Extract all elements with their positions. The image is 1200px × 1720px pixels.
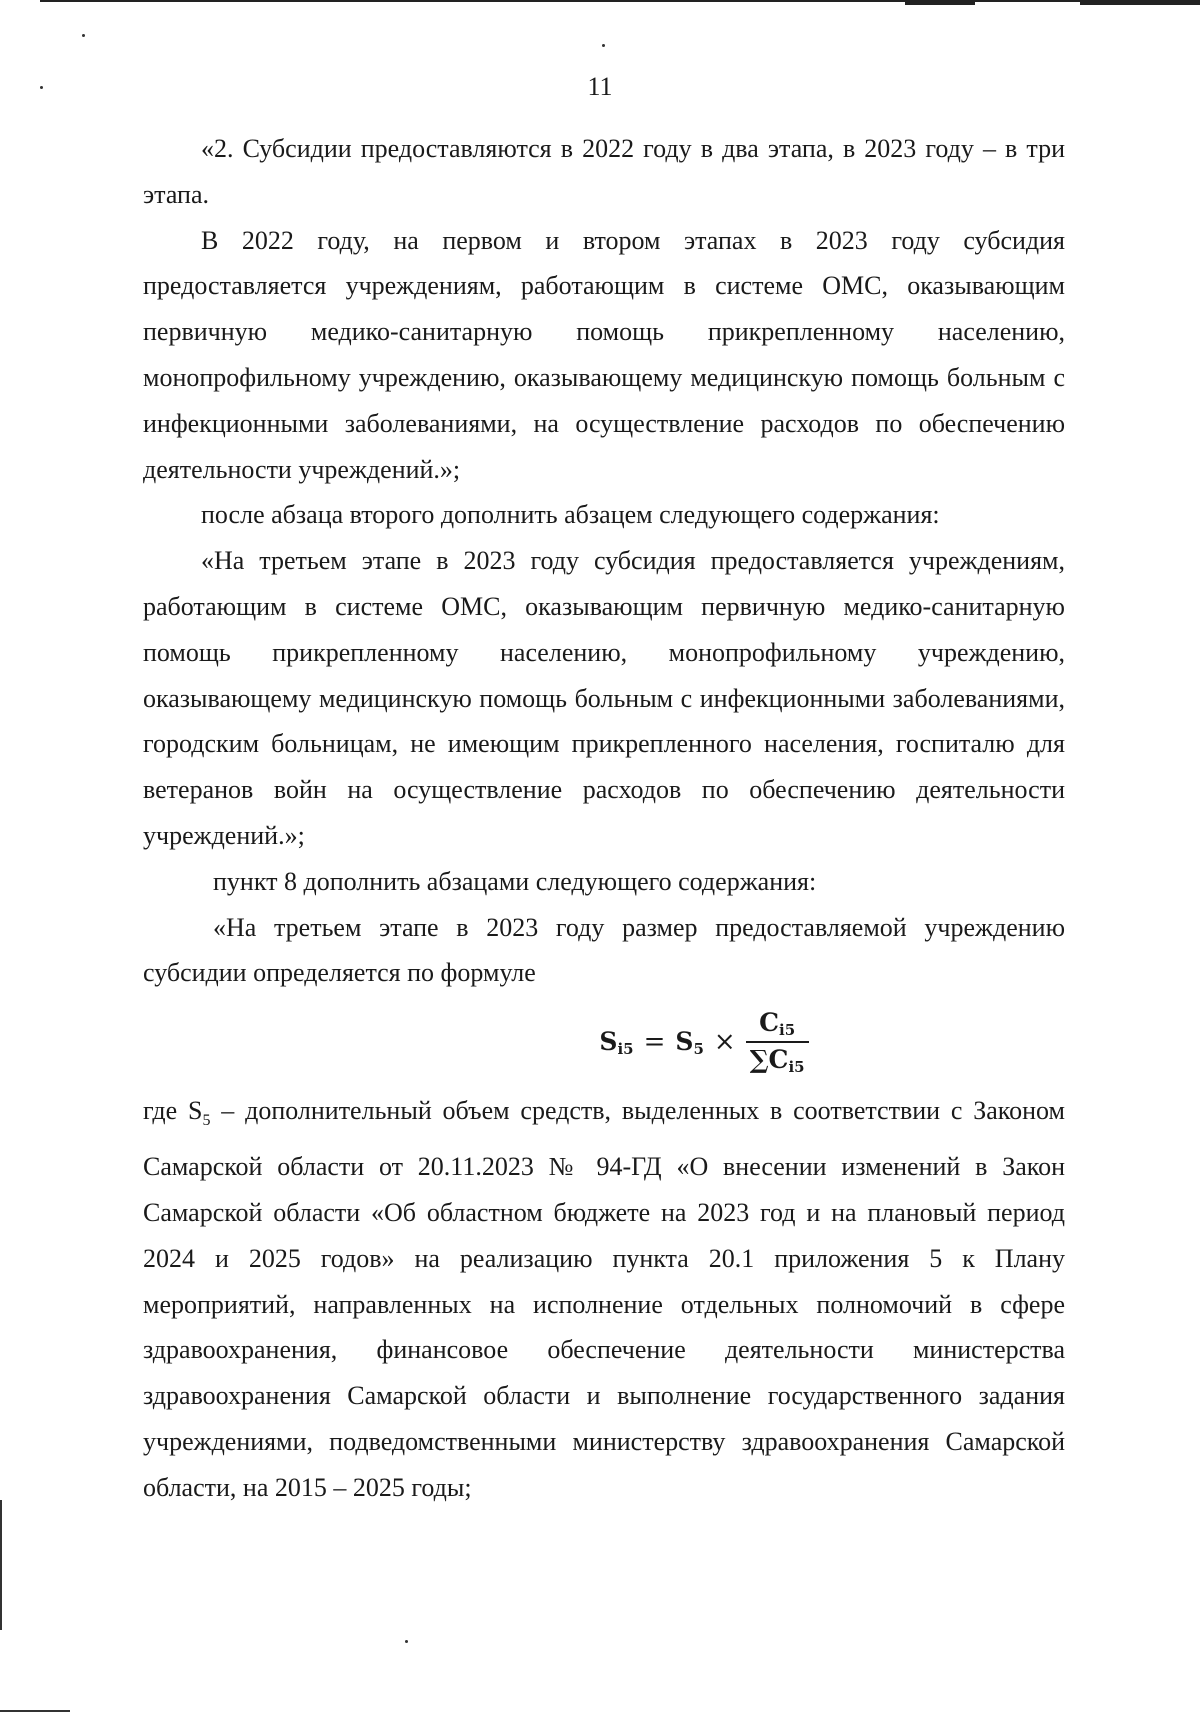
formula-total: $S_5$	[675, 1026, 704, 1058]
scan-border-bottom	[0, 1710, 70, 1712]
paragraph: В 2022 году, на первом и втором этапах в 2023 году субсидия предоставляется учреждениям, работающим в системе ОМС, оказывающим первичную медико-санитарную помощь прикрепленному населению, монопрофильному учреждению, оказывающему медицинскую помощь больным с инфекционными заболеваниями, на осуществление расходов по обеспечению деятельности учреждений.»;	[143, 225, 1065, 484]
paragraph: «На третьем этапе в 2023 году субсидия предоставляется учреждениям, работающим в системе ОМС, оказывающим первичную медико-санитарную помощь прикрепленному населению, монопрофильному учреждению, оказывающему медицинскую помощь больным с инфекционными заболеваниями, городским больницам, не имеющим прикрепленного населения, госпиталю для ветеранов войн на осуществление расходов по обеспечению деятельности учреждений.»;	[143, 546, 1065, 850]
scan-mark	[905, 0, 975, 5]
scan-mark	[1080, 0, 1200, 5]
scan-border-left	[0, 1500, 2, 1630]
formula-lhs: $S_{i5}$	[599, 1026, 634, 1058]
equals-sign: =	[643, 1027, 666, 1058]
scan-speck	[82, 34, 85, 37]
times-sign: ×	[713, 1027, 736, 1058]
paragraph: пункт 8 дополнить абзацами следующего содержания:	[213, 866, 817, 896]
formula-fraction	[746, 1008, 809, 1076]
subsidy-formula	[343, 996, 1065, 1088]
fraction-numerator: $C_{i5}$	[759, 1008, 796, 1040]
fraction-denominator: $\sum C_{i5}$	[749, 1045, 805, 1077]
page-number: 11	[587, 72, 613, 101]
paragraph: «На третьем этапе в 2023 году размер предоставляемой учреждению субсидии определяется по формуле	[143, 912, 1065, 988]
scan-speck	[405, 1640, 408, 1643]
paragraph: «2. Субсидии предоставляются в 2022 году в два этапа, в 2023 году – в три этапа.	[143, 134, 1065, 209]
formula-explanation: где $S_5$ – дополнительный объем средств, выделенных в соответствии с Законом Самарской области от 20.11.2023 № 94-ГД «О внесении изменений в Закон Самарской области «Об областном бюджете на 2023 год и на плановый период 2024 и 2025 годов» на реализацию пункта 20.1 приложения 5 к Плану мероприятий, направленных на исполнение отдельных полномочий в сфере здравоохранения, финансовое обеспечение деятельности министерства здравоохранения Самарской области и выполнение государственного задания учреждениями, подведомственными министерству здравоохранения Самарской области, на 2015 – 2025 годы;	[143, 1096, 1065, 1502]
document-body	[143, 126, 1065, 1511]
paragraph: после абзаца второго дополнить абзацем следующего содержания:	[201, 500, 940, 530]
scan-border-top	[40, 0, 1200, 2]
scan-speck	[602, 44, 605, 47]
